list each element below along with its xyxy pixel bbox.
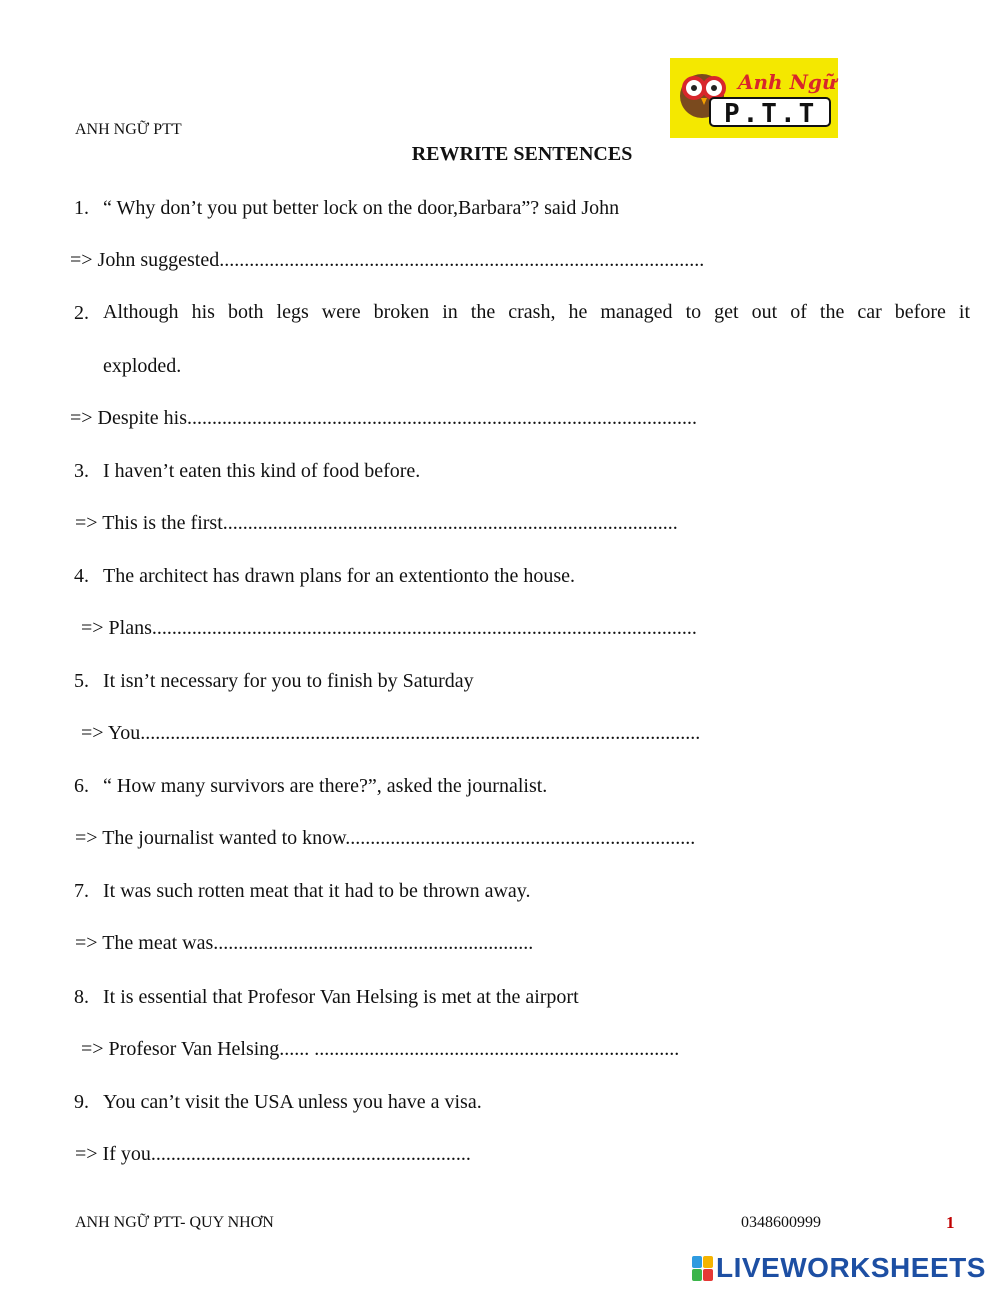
answer-line-2[interactable]: => Despite his...................................................................................................... (70, 407, 697, 429)
header-school-label: ANH NGỮ PTT (75, 121, 182, 138)
liveworksheets-brand[interactable]: LIVEWORKSHEETS (716, 1252, 986, 1283)
school-logo (670, 58, 838, 138)
liveworksheets-logo-icon (692, 1254, 714, 1284)
answer-line-3[interactable]: => This is the first........................................................................................... (75, 512, 678, 534)
question-2-text-line1: Although his both legs were broken in the crash, he managed to get out of the car before it (103, 301, 970, 323)
page-number: 1 (946, 1213, 955, 1232)
question-2-text-line2: exploded. (103, 355, 182, 377)
footer-phone: 0348600999 (741, 1214, 821, 1231)
answer-line-1[interactable]: => John suggested................................................................................................. (70, 249, 705, 271)
logo-line2: P.T.T (724, 99, 818, 129)
answer-line-7[interactable]: => The meat was................................................................ (75, 932, 534, 954)
footer-school-label: ANH NGỮ PTT- QUY NHƠN (75, 1214, 274, 1231)
answer-line-8[interactable]: => Profesor Van Helsing...... ......................................................................... (81, 1038, 680, 1060)
answer-line-4[interactable]: => Plans............................................................................................................. (81, 617, 697, 639)
answer-line-5[interactable]: => You................................................................................................................ (81, 722, 701, 744)
page-title: REWRITE SENTENCES (411, 143, 633, 165)
answer-line-9[interactable]: => If you................................................................ (75, 1143, 471, 1165)
answer-line-6[interactable]: => The journalist wanted to know...................................................................... (75, 827, 696, 849)
logo-line1: Anh Ngữ (738, 70, 837, 94)
